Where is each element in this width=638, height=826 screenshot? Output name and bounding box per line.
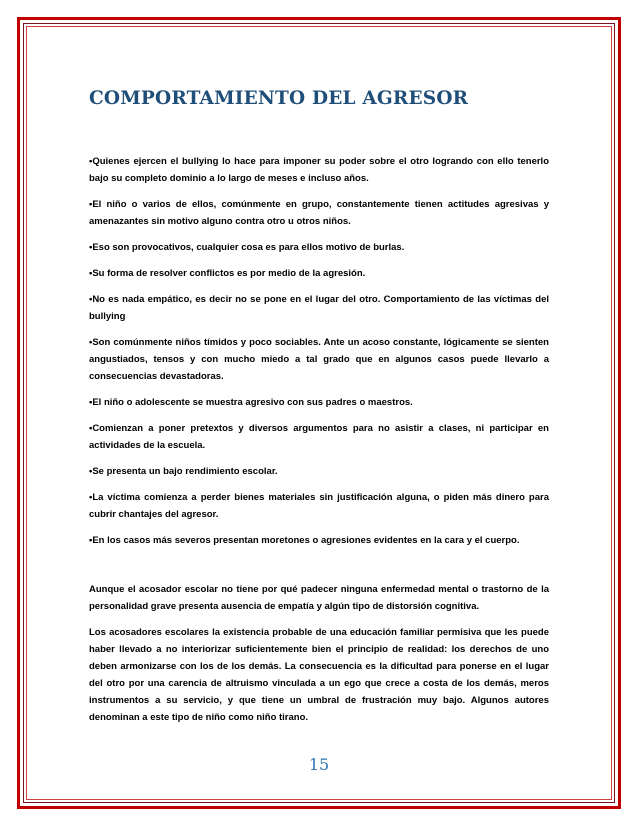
bullet-item: •No es nada empático, es decir no se pone en el lugar del otro. Comportamiento de las víctimas del bullying [89,294,549,322]
bullet-item: •El niño o adolescente se muestra agresivo con sus padres o maestros. [89,397,413,408]
body-paragraph: Aunque el acosador escolar no tiene por qué padecer ninguna enfermedad mental o trastorno de la personalidad grave presenta ausencia de empatía y algún tipo de distorsión cognitiva. [89,584,549,612]
bullet-list [89,153,549,549]
bullet-item: •Comienzan a poner pretextos y diversos argumentos para no asistir a clases, ni participar en actividades de la escuela. [89,423,549,451]
bullet-item: •Eso son provocativos, cualquier cosa es para ellos motivo de burlas. [89,242,405,253]
bullet-item: •Quienes ejercen el bullying lo hace para imponer su poder sobre el otro logrando con ello tenerlo bajo su completo dominio a lo largo de meses e incluso años. [89,156,549,184]
body-paragraph: Los acosadores escolares la existencia probable de una educación familiar permisiva que les puede haber llevado a no interiorizar suficientemente bien el principio de realidad: los derechos de uno deben armonizarse con los de los demás. La consecuencia es la dificultad para ponerse en el lugar del otro por una carencia de altruismo vinculada a un ego que crece a costa de los demás, meros instrumentos a su servicio, y que tiene un umbral de frustración muy bajo. Algunos autores denominan a este tipo de niño como niño tirano. [89,627,549,723]
bullet-item: •El niño o varios de ellos, comúnmente en grupo, constantemente tienen actitudes agresivas y amenazantes sin motivo alguno contra otro u otros niños. [89,199,549,227]
bullet-item: •Se presenta un bajo rendimiento escolar. [89,466,278,477]
body-text [89,581,549,726]
page-content [89,88,549,735]
page-title: COMPORTAMIENTO DEL AGRESOR [89,88,469,109]
bullet-item: •Son comúnmente niños tímidos y poco sociables. Ante un acoso constante, lógicamente se sienten angustiados, tensos y con mucho miedo a tal grado que en algunos casos puede llevarlo a consecuencias devastadoras. [89,337,549,382]
bullet-item: •Su forma de resolver conflictos es por medio de la agresión. [89,268,366,279]
page-number: 15 [308,755,330,774]
bullet-item: •En los casos más severos presentan moretones o agresiones evidentes en la cara y el cuerpo. [89,535,520,546]
bullet-item: •La víctima comienza a perder bienes materiales sin justificación alguna, o piden más dinero para cubrir chantajes del agresor. [89,492,549,520]
